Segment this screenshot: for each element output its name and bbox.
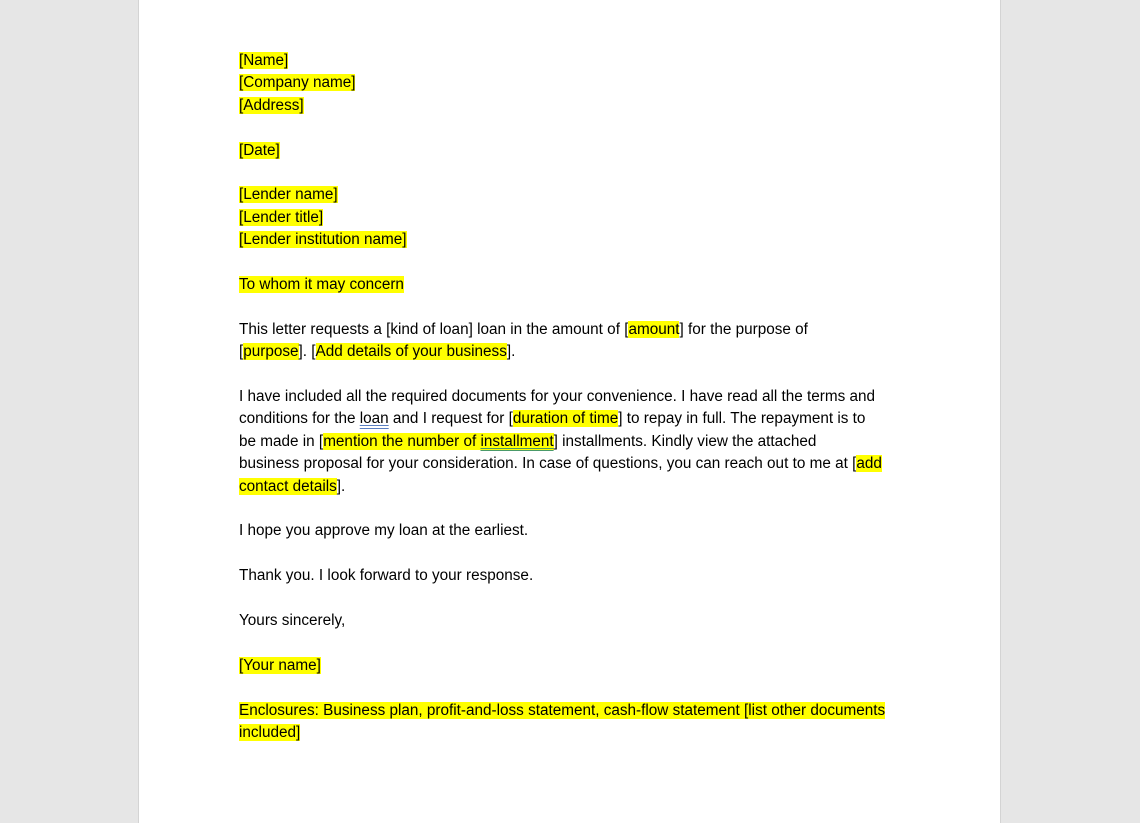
sender-block [239,50,909,117]
sender-address: [Address] [239,96,304,114]
placeholder-amount: amount [628,320,680,338]
paragraph-line: be made in [mention the number of installment] installments. Kindly view the attached [239,432,817,450]
placeholder-installments: mention the number of installment [323,432,554,450]
salutation: To whom it may concern [239,276,404,294]
enclosures-line-2: included] [239,724,301,742]
paragraph-documents [239,386,909,498]
paragraph-thanks: Thank you. I look forward to your response. [239,567,534,585]
document-page [138,0,1001,823]
closing: Yours sincerely, [239,612,346,630]
paragraph-line: conditions for the loan and I request for [duration of time] to repay in full. The repayment is to [239,410,866,428]
lender-institution: [Lender institution name] [239,231,407,249]
placeholder-duration: duration of time [512,410,619,428]
paragraph-hope: I hope you approve my loan at the earliest. [239,522,529,540]
placeholder-your-name: [Your name] [239,656,321,674]
placeholder-purpose: purpose [243,343,299,361]
placeholder-business-details: Add details of your business [315,343,507,361]
paragraph-line: [purpose]. [Add details of your business]. [239,343,516,361]
paragraph-request [239,319,909,364]
date-block [239,140,909,162]
placeholder-contact-b: contact details [239,477,337,495]
sender-name: [Name] [239,52,289,69]
paragraph-line: business proposal for your consideration. In case of questions, you can reach out to me at [add [239,455,882,473]
paragraph-line: contact details]. [239,477,346,495]
paragraph-line: I have included all the required documents for your convenience. I have read all the terms and [239,388,876,406]
letter-date: [Date] [239,141,280,159]
enclosures-block [239,700,909,745]
salutation-block [239,274,909,296]
lender-name: [Lender name] [239,186,338,204]
signature-block [239,655,909,677]
grammar-flag-installment[interactable]: installment [480,432,554,450]
paragraph-line: This letter requests a [kind of loan] loan in the amount of [amount] for the purpose of [239,320,808,338]
enclosures-line-1: Enclosures: Business plan, profit-and-loss statement, cash-flow statement [list other documents [239,701,886,719]
grammar-flag-loan[interactable]: loan [359,410,389,428]
lender-block [239,184,909,251]
sender-company: [Company name] [239,74,356,92]
placeholder-contact-a: add [856,455,882,473]
letter-body [239,50,909,767]
lender-title: [Lender title] [239,208,324,226]
